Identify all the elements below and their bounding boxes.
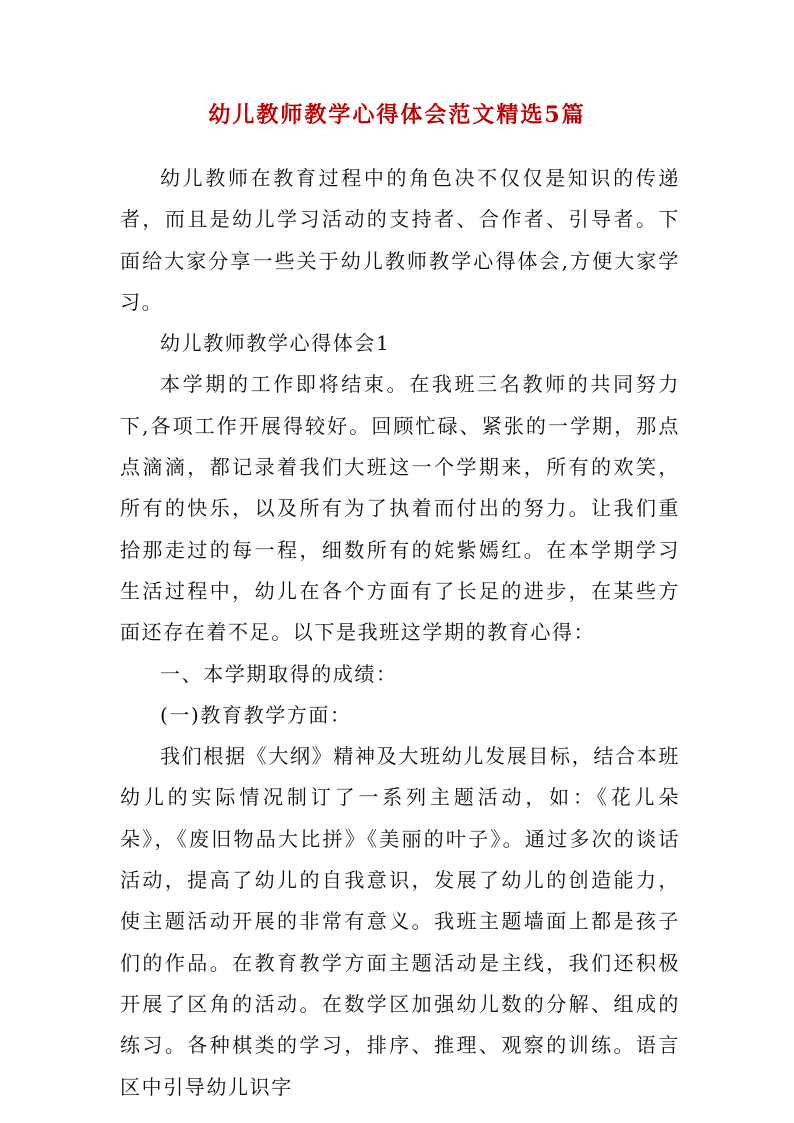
section-heading: 幼儿教师教学心得体会1 <box>160 331 391 356</box>
document-title: 幼儿教师教学心得体会范文精选5篇 <box>208 102 586 128</box>
subsection-heading: 一、本学期取得的成绩： <box>160 661 398 686</box>
intro-paragraph: 幼儿教师在教育过程中的角色决不仅仅是知识的传递者，而且是幼儿学习活动的支持者、合作者、引导者。下面给大家分享一些关于幼儿教师教学心得体会,方便大家学习。 <box>120 166 680 314</box>
subsection-heading: (一)教育教学方面： <box>160 702 352 727</box>
document-body <box>120 158 680 1108</box>
body-paragraph: 本学期的工作即将结束。在我班三名教师的共同努力下,各项工作开展得较好。回顾忙碌、紧张的一学期，那点点滴滴，都记录着我们大班这一个学期来，所有的欢笑，所有的快乐，以及所有为了执着而付出的努力。让我们重拾那走过的每一程，细数所有的姹紫嫣红。在本学期学习生活过程中，幼儿在各个方面有了长足的进步，在某些方面还存在着不足。以下是我班这学期的教育心得： <box>120 372 680 645</box>
body-paragraph: 我们根据《大纲》精神及大班幼儿发展目标，结合本班幼儿的实际情况制订了一系列主题活动，如：《花儿朵朵》，《废旧物品大比拼》《美丽的叶子》。通过多次的谈话活动，提高了幼儿的自我意识，发展了幼儿的创造能力，使主题活动开展的非常有意义。我班主题墙面上都是孩子们的作品。在教育教学方面主题活动是主线，我们还积极开展了区角的活动。在数学区加强幼儿数的分解、组成的练习。各种棋类的学习，排序、推理、观察的训练。语言区中引导幼儿识字 <box>120 744 680 1099</box>
